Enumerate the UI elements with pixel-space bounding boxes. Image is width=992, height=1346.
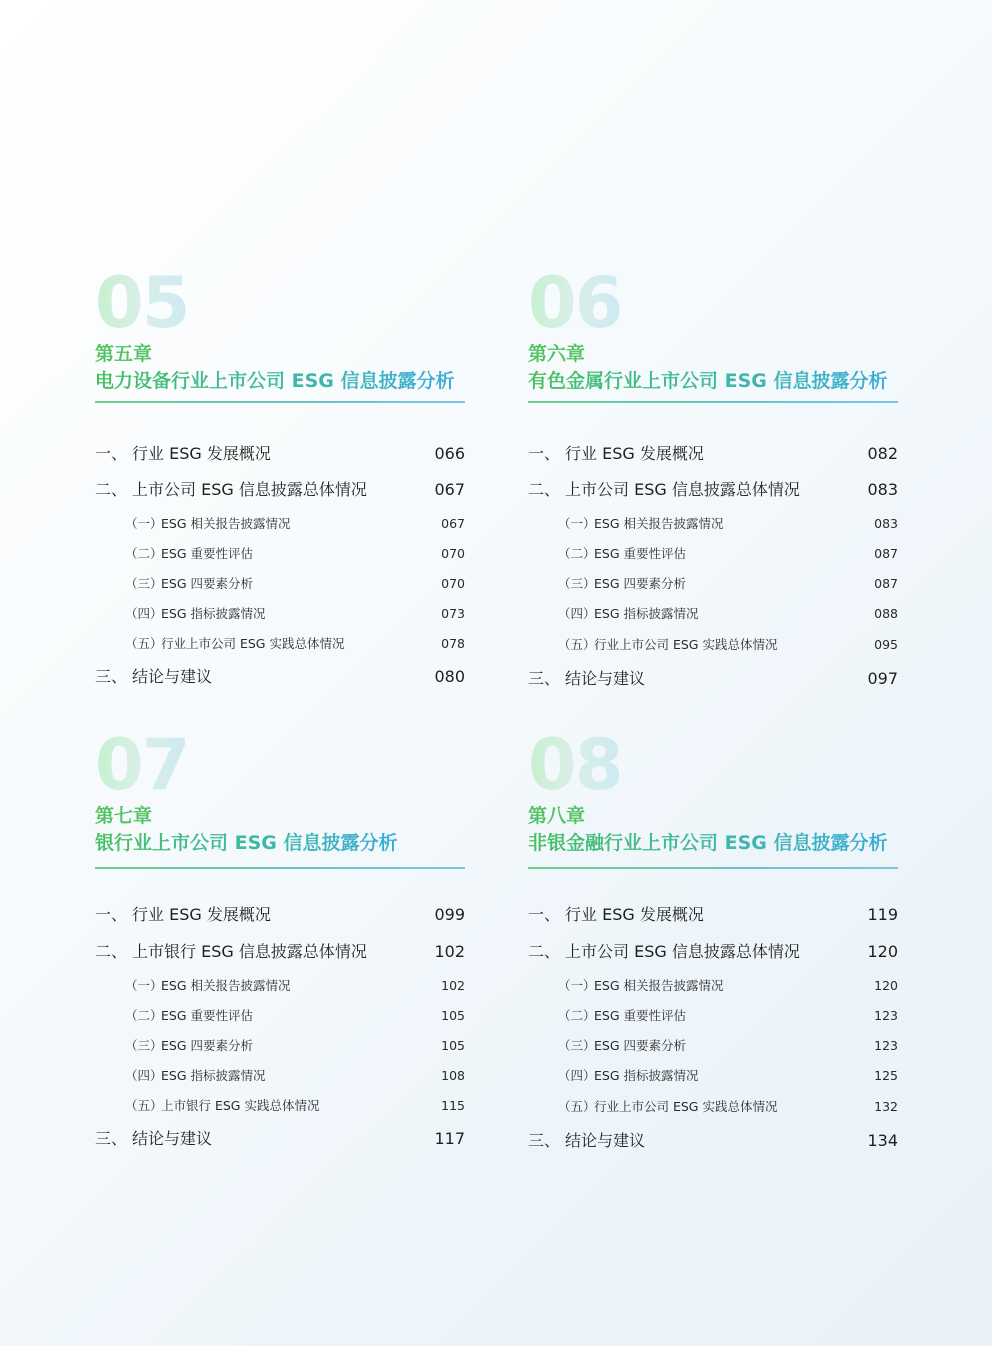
toc-item-page: 117 <box>434 1129 465 1148</box>
toc-item-number: 一、 <box>95 444 128 463</box>
toc-item-text: ESG 指标披露情况 <box>594 606 699 621</box>
chapter-title: 有色金属行业上市公司 ESG 信息披露分析 <box>528 370 888 392</box>
toc-item-number: （三） <box>125 576 163 591</box>
toc-subitem[interactable] <box>528 574 898 592</box>
toc-item-text: ESG 四要素分析 <box>161 576 253 591</box>
toc-item-number: （五） <box>558 637 596 652</box>
toc-item-page: 088 <box>874 606 898 621</box>
toc-subitem[interactable] <box>528 604 898 622</box>
toc-item-page: 078 <box>441 636 465 651</box>
toc-subitem[interactable] <box>528 1097 898 1115</box>
toc-item-text: 结论与建议 <box>565 1131 646 1150</box>
toc-item-number: （二） <box>125 1008 163 1023</box>
toc-item-text: ESG 指标披露情况 <box>161 606 266 621</box>
toc-item-text: ESG 相关报告披露情况 <box>161 978 291 993</box>
toc-subitem[interactable] <box>528 1036 898 1054</box>
chapter-divider <box>528 867 898 869</box>
toc-item-number: 二、 <box>95 480 128 499</box>
chapter-title: 银行业上市公司 ESG 信息披露分析 <box>95 832 398 854</box>
chapter-label: 第五章 <box>95 343 153 365</box>
toc-item-page: 105 <box>441 1008 465 1023</box>
toc-item-text: ESG 重要性评估 <box>594 546 686 561</box>
toc-item[interactable] <box>528 939 898 962</box>
toc-item-page: 067 <box>441 516 465 531</box>
toc-item-page: 123 <box>874 1008 898 1023</box>
toc-item-page: 097 <box>867 669 898 688</box>
toc-item[interactable] <box>528 477 898 500</box>
toc-item-page: 082 <box>867 444 898 463</box>
toc-item-text: ESG 指标披露情况 <box>161 1068 266 1083</box>
toc-item-text: ESG 相关报告披露情况 <box>594 978 724 993</box>
toc-subitem[interactable] <box>528 514 898 532</box>
toc-subitem[interactable] <box>528 544 898 562</box>
toc-subitem[interactable] <box>528 1006 898 1024</box>
toc-subitem[interactable] <box>95 1006 465 1024</box>
toc-item-number: （四） <box>558 1068 596 1083</box>
toc-item-number: （二） <box>558 1008 596 1023</box>
toc-item-page: 102 <box>434 942 465 961</box>
toc-item-text: 行业 ESG 发展概况 <box>565 905 704 924</box>
toc-item-page: 083 <box>874 516 898 531</box>
toc-item-page: 120 <box>867 942 898 961</box>
toc-item-number: （五） <box>558 1099 596 1114</box>
toc-item-text: ESG 指标披露情况 <box>594 1068 699 1083</box>
toc-item-number: （四） <box>558 606 596 621</box>
toc-item-number: （一） <box>558 978 596 993</box>
toc-item-number: 三、 <box>95 667 128 686</box>
toc-item-number: （五） <box>125 636 163 651</box>
toc-item-number: （四） <box>125 606 163 621</box>
toc-item-text: 上市公司 ESG 信息披露总体情况 <box>565 942 800 961</box>
toc-item[interactable] <box>95 477 465 500</box>
toc-item-page: 070 <box>441 576 465 591</box>
toc-item-number: （一） <box>558 516 596 531</box>
toc-item-number: 二、 <box>528 480 561 499</box>
toc-item-page: 120 <box>874 978 898 993</box>
toc-item[interactable] <box>95 939 465 962</box>
toc-item-text: 上市银行 ESG 信息披露总体情况 <box>132 942 367 961</box>
toc-item-number: 一、 <box>528 444 561 463</box>
toc-item-text: 上市公司 ESG 信息披露总体情况 <box>565 480 800 499</box>
chapter-divider <box>95 401 465 403</box>
toc-item[interactable] <box>95 1126 465 1149</box>
toc-item-number: （三） <box>125 1038 163 1053</box>
toc-item-text: 行业上市公司 ESG 实践总体情况 <box>594 637 778 652</box>
toc-item-number: （一） <box>125 516 163 531</box>
chapter-divider <box>528 401 898 403</box>
toc-item[interactable] <box>95 664 465 687</box>
toc-item-number: 三、 <box>95 1129 128 1148</box>
toc-item-page: 119 <box>867 905 898 924</box>
toc-item-text: ESG 四要素分析 <box>161 1038 253 1053</box>
toc-item-page: 099 <box>434 905 465 924</box>
toc-subitem[interactable] <box>528 635 898 653</box>
toc-item-text: 行业上市公司 ESG 实践总体情况 <box>161 636 345 651</box>
toc-subitem[interactable] <box>95 1066 465 1084</box>
chapter-divider <box>95 867 465 869</box>
toc-item-number: （四） <box>125 1068 163 1083</box>
toc-item-text: 上市银行 ESG 实践总体情况 <box>161 1098 320 1113</box>
toc-item-page: 102 <box>441 978 465 993</box>
toc-item-text: ESG 四要素分析 <box>594 1038 686 1053</box>
toc-subitem[interactable] <box>95 1096 465 1114</box>
toc-item[interactable] <box>95 441 465 464</box>
toc-subitem[interactable] <box>95 976 465 994</box>
toc-subitem[interactable] <box>95 604 465 622</box>
toc-item[interactable] <box>95 902 465 925</box>
toc-subitem[interactable] <box>528 1066 898 1084</box>
toc-item-number: 一、 <box>95 905 128 924</box>
toc-subitem[interactable] <box>95 1036 465 1054</box>
chapter-label: 第八章 <box>528 805 586 827</box>
toc-item-page: 132 <box>874 1099 898 1114</box>
toc-item-number: 二、 <box>528 942 561 961</box>
toc-item[interactable] <box>528 441 898 464</box>
toc-item-text: 行业 ESG 发展概况 <box>132 444 271 463</box>
chapter-label: 第六章 <box>528 343 586 365</box>
toc-item-page: 123 <box>874 1038 898 1053</box>
toc-item-text: ESG 重要性评估 <box>161 546 253 561</box>
toc-item-text: ESG 相关报告披露情况 <box>161 516 291 531</box>
toc-subitem[interactable] <box>95 574 465 592</box>
toc-item[interactable] <box>528 666 898 689</box>
toc-item-page: 095 <box>874 637 898 652</box>
toc-item-page: 083 <box>867 480 898 499</box>
toc-subitem[interactable] <box>528 976 898 994</box>
toc-item-text: ESG 重要性评估 <box>594 1008 686 1023</box>
chapter-label: 第七章 <box>95 805 153 827</box>
toc-item-number: 二、 <box>95 942 128 961</box>
toc-item-page: 067 <box>434 480 465 499</box>
toc-item-page: 125 <box>874 1068 898 1083</box>
toc-item-number: （三） <box>558 1038 596 1053</box>
toc-item-number: （二） <box>558 546 596 561</box>
toc-item-number: （二） <box>125 546 163 561</box>
chapter-title: 电力设备行业上市公司 ESG 信息披露分析 <box>95 370 455 392</box>
toc-item-text: 行业 ESG 发展概况 <box>132 905 271 924</box>
toc-item-number: 一、 <box>528 905 561 924</box>
toc-item[interactable] <box>528 1128 898 1151</box>
toc-item-page: 134 <box>867 1131 898 1150</box>
toc-item-page: 066 <box>434 444 465 463</box>
toc-item-page: 080 <box>434 667 465 686</box>
toc-item-text: 行业 ESG 发展概况 <box>565 444 704 463</box>
toc-item-page: 070 <box>441 546 465 561</box>
toc-item-number: 三、 <box>528 1131 561 1150</box>
chapter-number: 07 <box>95 724 189 806</box>
chapter-number: 05 <box>95 262 189 344</box>
toc-item-text: ESG 重要性评估 <box>161 1008 253 1023</box>
chapter-title: 非银金融行业上市公司 ESG 信息披露分析 <box>528 832 888 854</box>
toc-subitem[interactable] <box>95 634 465 652</box>
toc-item-text: 行业上市公司 ESG 实践总体情况 <box>594 1099 778 1114</box>
toc-item-text: ESG 相关报告披露情况 <box>594 516 724 531</box>
toc-item-text: 结论与建议 <box>565 669 646 688</box>
toc-item-number: （三） <box>558 576 596 591</box>
toc-item-page: 073 <box>441 606 465 621</box>
toc-item-text: 结论与建议 <box>132 1129 213 1148</box>
toc-item-page: 087 <box>874 576 898 591</box>
toc-item-number: 三、 <box>528 669 561 688</box>
toc-item-number: （五） <box>125 1098 163 1113</box>
chapter-number: 06 <box>528 262 622 344</box>
toc-item-text: 上市公司 ESG 信息披露总体情况 <box>132 480 367 499</box>
toc-item-page: 108 <box>441 1068 465 1083</box>
toc-item-text: 结论与建议 <box>132 667 213 686</box>
toc-item-text: ESG 四要素分析 <box>594 576 686 591</box>
toc-item-number: （一） <box>125 978 163 993</box>
chapter-number: 08 <box>528 724 622 806</box>
toc-item[interactable] <box>528 902 898 925</box>
toc-item-page: 105 <box>441 1038 465 1053</box>
toc-subitem[interactable] <box>95 544 465 562</box>
toc-item-page: 087 <box>874 546 898 561</box>
toc-subitem[interactable] <box>95 514 465 532</box>
toc-item-page: 115 <box>441 1098 465 1113</box>
